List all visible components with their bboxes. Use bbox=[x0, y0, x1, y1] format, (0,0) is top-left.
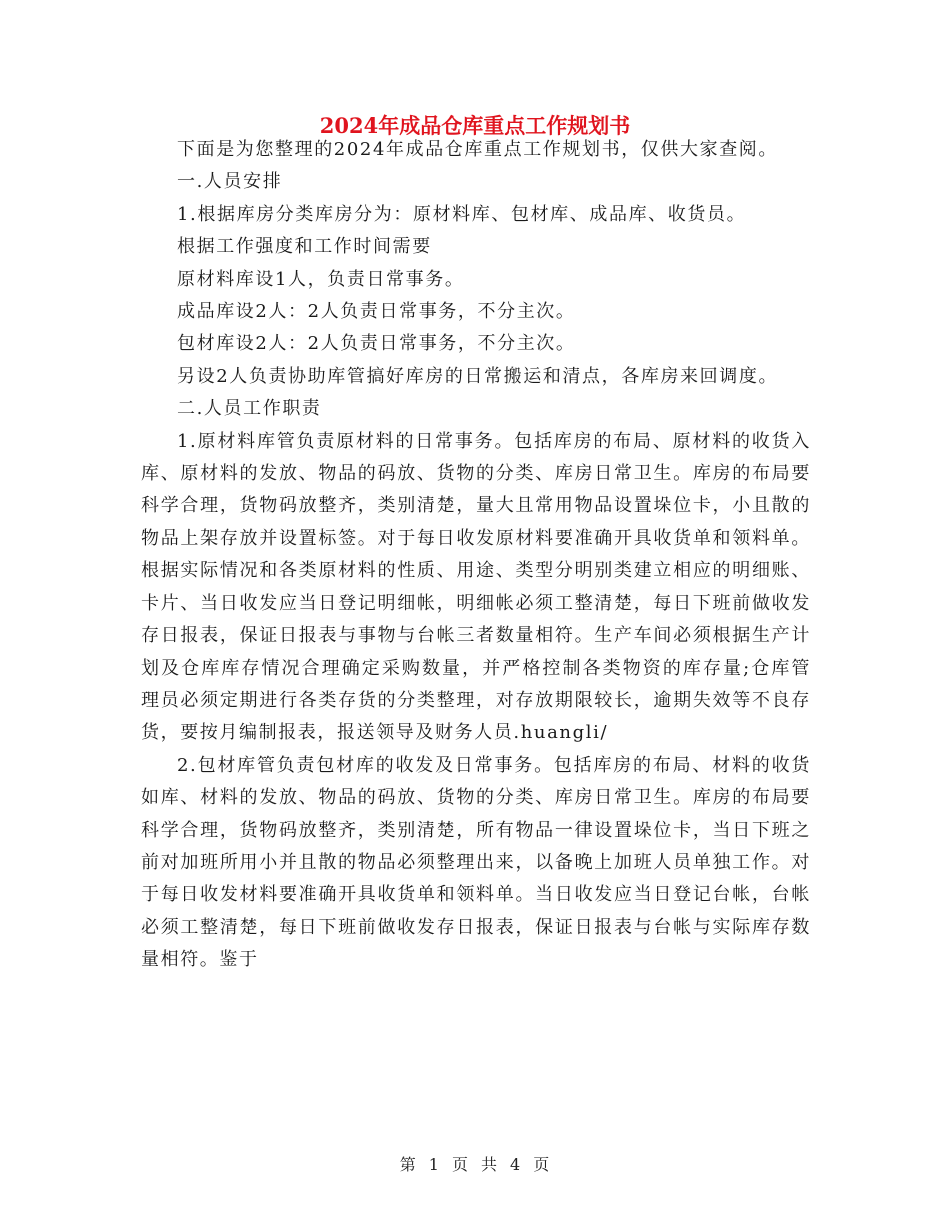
footer-label-unit2: 页 bbox=[533, 1155, 551, 1174]
paragraph-raw-material-duties: 1.原材料库管负责原材料的日常事务。包括库房的布局、原材料的收货入库、原材料的发放、物品的码放、货物的分类、库房日常卫生。库房的布局要科学合理，货物码放整齐，类别清楚，量大且常用物品设置垛位卡，小且散的物品上架存放并设置标签。对于每日收发原材料要准确开具收货单和领料单。根据实际情况和各类原材料的性质、用途、类型分明别类建立相应的明细账、卡片、当日收发应当日登记明细帐，明细帐必须工整清楚，每日下班前做收发存日报表，保证日报表与事物与台帐三者数量相符。生产车间必须根据生产计划及仓库库存情况合理确定采购数量，并严格控制各类物资的库存量;仓库管理员必须定期进行各类存货的分类整理，对存放期限较长，逾期失效等不良存货，要按月编制报表，报送领导及财务人员.huangli/ bbox=[141, 430, 811, 744]
footer-label-total: 共 bbox=[481, 1155, 499, 1174]
footer-total-pages: 4 bbox=[510, 1155, 522, 1174]
document-body bbox=[141, 134, 811, 977]
section-heading-duties: 二.人员工作职责 bbox=[177, 398, 322, 420]
page-footer bbox=[0, 1152, 950, 1175]
section-heading-staffing: 一.人员安排 bbox=[177, 171, 283, 193]
paragraph-packaging-duties: 2.包材库管负责包材库的收发及日常事务。包括库房的布局、材料的收货如库、材料的发放、物品的码放、货物的分类、库房日常卫生。库房的布局要科学合理，货物码放整齐，类别清楚，所有物品一律设置垛位卡，当日下班之前对加班所用小并且散的物品必须整理出来，以备晚上加班人员单独工作。对于每日收发材料要准确开具收货单和领料单。当日收发应当日登记台帐，台帐必须工整清楚，每日下班前做收发存日报表，保证日报表与台帐与实际库存数量相符。鉴于 bbox=[141, 754, 811, 971]
footer-current-page: 1 bbox=[428, 1155, 440, 1174]
paragraph-extra-staff: 另设2人负责协助库管搞好库房的日常搬运和清点，各库房来回调度。 bbox=[177, 365, 779, 387]
footer-label-page: 第 bbox=[399, 1155, 417, 1174]
intro-paragraph: 下面是为您整理的2024年成品仓库重点工作规划书，仅供大家查阅。 bbox=[177, 139, 779, 160]
document-title: 2024年成品仓库重点工作规划书 bbox=[319, 113, 631, 138]
paragraph-raw-material-staff: 原材料库设1人，负责日常事务。 bbox=[177, 268, 465, 290]
footer-label-unit: 页 bbox=[451, 1155, 469, 1174]
paragraph-packaging-staff: 包材库设2人：2人负责日常事务，不分主次。 bbox=[177, 333, 576, 355]
paragraph-finished-goods-staff: 成品库设2人：2人负责日常事务，不分主次。 bbox=[177, 301, 576, 323]
paragraph-storage-categories: 1.根据库房分类库房分为：原材料库、包材库、成品库、收货员。 bbox=[177, 203, 747, 225]
paragraph-work-intensity: 根据工作强度和工作时间需要 bbox=[177, 236, 432, 258]
